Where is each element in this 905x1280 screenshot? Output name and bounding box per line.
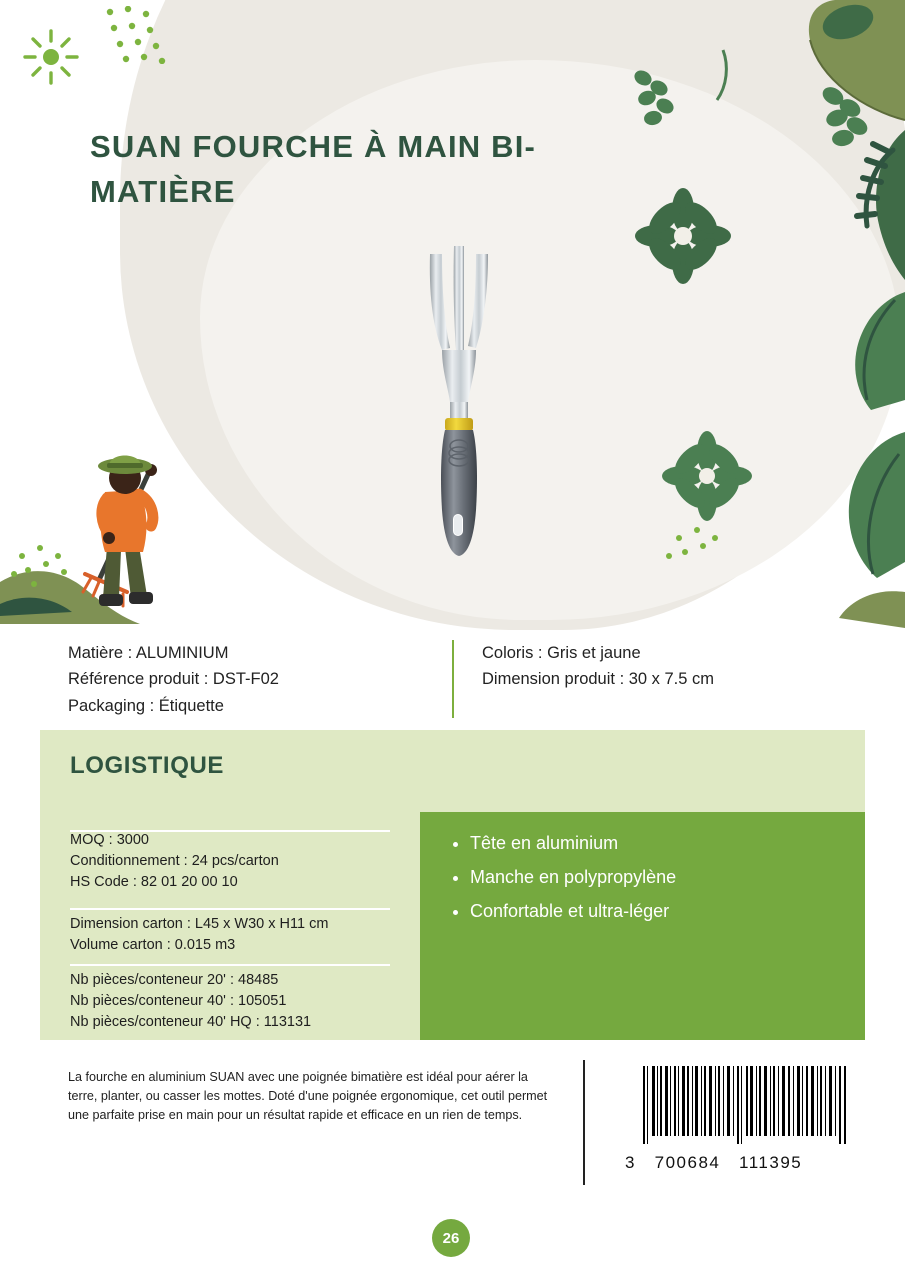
gardener-illustration [55,430,195,620]
logistics-group-carton [70,914,328,956]
specs-divider [452,640,454,718]
spec-dimension: Dimension produit : 30 x 7.5 cm [482,670,715,689]
hand-fork-product-image [398,238,518,568]
feature-item: • Confortable et ultra-léger [470,898,676,926]
spec-material: Matière : ALUMINIUM [68,644,229,662]
page-number-badge: 26 [432,1219,470,1257]
logistics-packing: Conditionnement : 24 pcs/carton [70,853,279,870]
feature-list [448,830,676,932]
logistics-section [40,730,865,1040]
logistics-carton-dimension: Dimension carton : L45 x W30 x H11 cm [70,916,329,932]
barcode-number: 3 700684 111395 [625,1153,803,1172]
logistics-container-40hq: Nb pièces/conteneur 40' HQ : 113131 [70,1014,312,1031]
logistics-group-order [70,830,279,893]
specs-right-column [482,640,714,693]
logistics-hs-code: HS Code : 82 01 20 00 10 [70,874,238,891]
barcode-image [641,1066,851,1144]
barcode-block [625,1066,855,1173]
feature-item: • Manche en polypropylène [470,864,676,892]
specs-left-column [68,640,279,719]
footer-section [40,1048,865,1196]
logistics-header [40,730,865,812]
logistics-heading: LOGISTIQUE [70,752,225,779]
logistics-container-40: Nb pièces/conteneur 40' : 105051 [70,993,287,1010]
page-title: SUAN FOURCHE À MAIN BI-MATIÈRE [90,128,537,209]
barcode-divider [583,1060,585,1185]
product-description: La fourche en aluminium SUAN avec une poignée bimatière est idéal pour aérer la terre, planter, ou casser les mottes. Doté d'une poignée ergonomique, cet outil permet une parfaite prise en main pour un résultat rapide et efficace en un rien de temps. [68,1070,548,1122]
sun-icon [22,28,80,86]
foliage-bottom-right-icon [655,392,905,632]
logistics-group-container [70,970,311,1033]
logistics-rule-bottom [70,964,390,966]
logistics-carton-volume: Volume carton : 0.015 m3 [70,937,236,954]
logistics-moq: MOQ : 3000 [70,832,149,848]
logistics-rule-middle [70,908,390,910]
spec-packaging: Packaging : Étiquette [68,696,224,715]
feature-item: • Tête en aluminium [470,830,676,858]
logistics-container-20: Nb pièces/conteneur 20' : 48485 [70,972,279,988]
hero-section [0,0,905,632]
spec-color: Coloris : Gris et jaune [482,644,641,662]
spec-reference: Référence produit : DST-F02 [68,670,279,689]
foliage-top-right-icon [605,0,905,420]
product-specs [0,632,905,730]
dot-grid-icon [104,6,174,64]
